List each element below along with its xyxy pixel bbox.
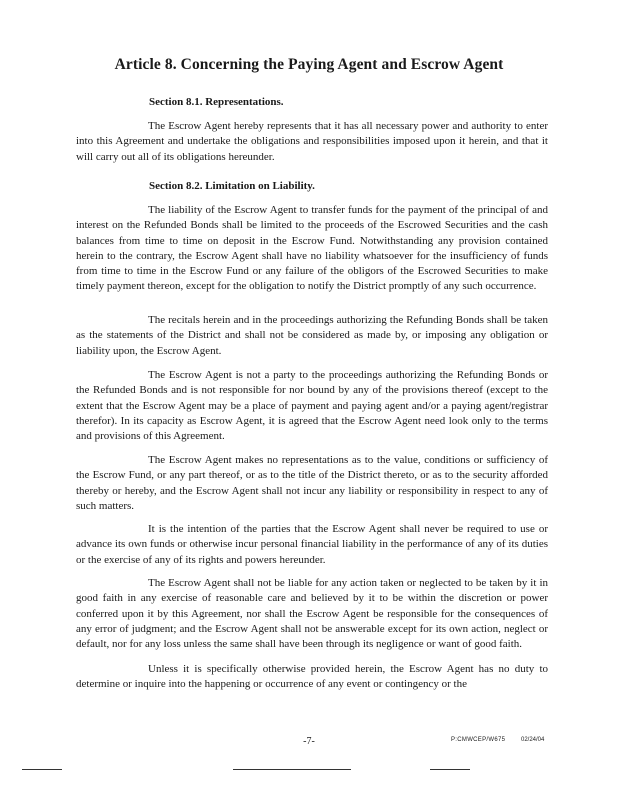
paragraph-good-faith: The Escrow Agent shall not be liable for any action taken or neglected to be taken by it in good faith in any exercise of reasonable care and believed by it to be within the discretion or power conferred upon it by this Agreement, nor shall the Escrow Agent be responsible for the consequences of any error of judgment; and the Escrow Agent shall not be answerable except for its own action, neglect or default, nor for any loss unless the same shall have been through its negligence or want of good faith. — [76, 577, 548, 651]
paragraph-representations: The Escrow Agent hereby represents that it has all necessary power and authority to enter into this Agreement and undertake the obligations and responsibilities imposed upon it herein, and that it will carry out all of its obligations hereunder. — [76, 120, 548, 163]
paragraph-liability-limit: The liability of the Escrow Agent to transfer funds for the payment of the principal of and interest on the Refunded Bonds shall be limited to the proceeds of the Escrowed Securities and the cash balances from time to time on deposit in the Escrow Fund. Notwithstanding any provision contained herein to the contrary, the Escrow Agent shall have no liability whatsoever for the insufficiency of funds from time to time in the Escrow Fund or any failure of the obligors of the Escrowed Securities to make timely payment thereon, except for the obligation to notify the District promptly of any such occurrence. — [76, 204, 548, 293]
page-number: -7- — [303, 736, 315, 747]
document-date-code: 02/24/04 — [521, 737, 545, 743]
section-heading-8-2: Section 8.2. Limitation on Liability. — [149, 180, 315, 192]
article-title: Article 8. Concerning the Paying Agent and Escrow Agent — [114, 56, 504, 73]
paragraph-recitals: The recitals herein and in the proceedings authorizing the Refunding Bonds shall be taken as the statements of the District and shall not be considered as made by, or imposing any obligation or liability upon, the Escrow Agent. — [76, 314, 548, 357]
initial-line-center — [233, 769, 351, 770]
section-heading-8-1: Section 8.1. Representations. — [149, 96, 284, 108]
paragraph-no-representations: The Escrow Agent makes no representations as to the value, conditions or sufficiency of the Escrow Fund, or any part thereof, or as to the title of the District thereto, or as to the security afforded thereby or hereby, and the Escrow Agent shall not incur any liability or responsibility in respect to any of such matters. — [76, 454, 548, 512]
initial-line-left — [22, 769, 62, 770]
paragraph-not-a-party: The Escrow Agent is not a party to the proceedings authorizing the Refunding Bonds or the Refunded Bonds and is not responsible for nor bound by any of the provisions thereof (except to the extent that the Escrow Agent may be a place of payment and paying agent and/or a paying agent/registrar therefor). In its capacity as Escrow Agent, it is agreed that the Escrow Agent need look only to the terms and provisions of this Agreement. — [76, 369, 548, 443]
paragraph-no-advance-funds: It is the intention of the parties that the Escrow Agent shall never be required to use or advance its own funds or otherwise incur personal financial liability in the performance of any of its duties or the exercise of any of its rights and powers hereunder. — [76, 523, 548, 566]
paragraph-no-duty: Unless it is specifically otherwise provided herein, the Escrow Agent has no duty to determine or inquire into the happening or occurrence of any event or contingency or the — [76, 663, 548, 691]
document-code: P:CMWCEP/W675 — [451, 737, 506, 743]
initial-line-right — [430, 769, 470, 770]
